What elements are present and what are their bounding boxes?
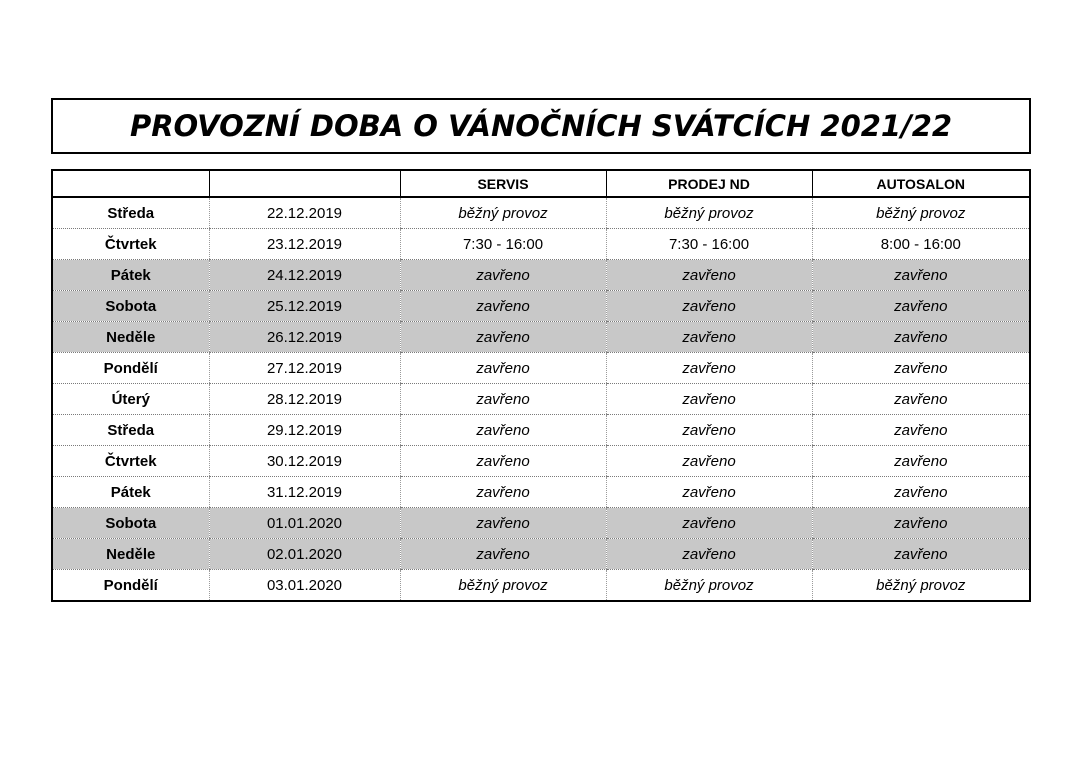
day-cell: Pondělí (103, 576, 158, 594)
autosalon-cell: zavřeno (812, 384, 1029, 415)
date-cell: 02.01.2020 (209, 539, 400, 570)
day-cell: Středa (53, 415, 209, 446)
date-cell: 30.12.2019 (209, 446, 400, 477)
prodej-cell: zavřeno (606, 353, 812, 384)
header-autosalon: AUTOSALON (812, 171, 1029, 197)
prodej-cell: zavřeno (606, 291, 812, 322)
servis-cell: zavřeno (400, 539, 606, 570)
table-row (53, 197, 1029, 229)
date-cell: 23.12.2019 (209, 229, 400, 260)
table-row (53, 291, 1029, 322)
day-cell: Středa (53, 197, 209, 229)
day-cell: Úterý (53, 384, 209, 415)
autosalon-cell: zavřeno (812, 508, 1029, 539)
autosalon-cell: běžný provoz (812, 570, 1029, 601)
date-cell: 31.12.2019 (209, 477, 400, 508)
autosalon-cell: zavřeno (812, 291, 1029, 322)
date-cell: 01.01.2020 (209, 508, 400, 539)
day-cell: Čtvrtek (53, 229, 209, 260)
page-title: PROVOZNÍ DOBA O VÁNOČNÍCH SVÁTCÍCH 2021/22 (129, 109, 953, 143)
table-row (53, 539, 1029, 570)
day-cell: Sobota (53, 291, 209, 322)
table-row (53, 322, 1029, 353)
servis-cell: zavřeno (400, 384, 606, 415)
table-row (53, 570, 1029, 601)
date-cell: 22.12.2019 (209, 197, 400, 229)
table-row (53, 415, 1029, 446)
servis-cell: zavřeno (400, 415, 606, 446)
prodej-cell: zavřeno (606, 260, 812, 291)
prodej-cell: zavřeno (606, 508, 812, 539)
header-day (53, 171, 209, 197)
servis-cell: zavřeno (400, 291, 606, 322)
autosalon-cell: zavřeno (812, 477, 1029, 508)
header-row (53, 171, 1029, 197)
prodej-cell: zavřeno (606, 539, 812, 570)
table-row (53, 260, 1029, 291)
day-cell: Pátek (53, 477, 209, 508)
autosalon-cell: zavřeno (812, 539, 1029, 570)
table-row (53, 384, 1029, 415)
prodej-cell: běžný provoz (606, 197, 812, 229)
servis-cell: zavřeno (400, 260, 606, 291)
schedule-body (53, 197, 1029, 600)
date-cell: 24.12.2019 (209, 260, 400, 291)
date-cell: 29.12.2019 (209, 415, 400, 446)
servis-cell: zavřeno (400, 446, 606, 477)
servis-cell: zavřeno (400, 322, 606, 353)
prodej-cell: zavřeno (606, 446, 812, 477)
prodej-cell: zavřeno (606, 415, 812, 446)
table-row (53, 446, 1029, 477)
prodej-cell: zavřeno (606, 384, 812, 415)
day-cell: Čtvrtek (53, 446, 209, 477)
table-row (53, 477, 1029, 508)
header-date (209, 171, 400, 197)
servis-cell: zavřeno (400, 477, 606, 508)
date-cell: 26.12.2019 (209, 322, 400, 353)
table-row (53, 508, 1029, 539)
day-cell: Neděle (53, 322, 209, 353)
header-prodej-nd: PRODEJ ND (606, 171, 812, 197)
prodej-cell: běžný provoz (606, 570, 812, 601)
autosalon-cell: zavřeno (812, 415, 1029, 446)
day-cell: Sobota (53, 508, 209, 539)
day-cell: Neděle (53, 539, 209, 570)
header-servis: SERVIS (400, 171, 606, 197)
autosalon-cell: zavřeno (812, 260, 1029, 291)
schedule-grid (53, 171, 1029, 600)
autosalon-cell: běžný provoz (812, 197, 1029, 229)
servis-cell: běžný provoz (400, 570, 606, 601)
table-row (53, 229, 1029, 260)
title-box (51, 98, 1031, 154)
day-cell: Pátek (53, 260, 209, 291)
prodej-cell: 7:30 - 16:00 (606, 229, 812, 260)
table-row (53, 353, 1029, 384)
servis-cell: zavřeno (400, 508, 606, 539)
holiday-schedule-table (51, 169, 1031, 602)
date-cell: 25.12.2019 (209, 291, 400, 322)
servis-cell: zavřeno (400, 353, 606, 384)
servis-cell: běžný provoz (400, 197, 606, 229)
autosalon-cell: zavřeno (812, 353, 1029, 384)
autosalon-cell: zavřeno (812, 446, 1029, 477)
day-cell: Pondělí (53, 353, 209, 384)
prodej-cell: zavřeno (606, 477, 812, 508)
date-cell: 03.01.2020 (209, 570, 400, 601)
date-cell: 28.12.2019 (209, 384, 400, 415)
servis-cell: 7:30 - 16:00 (400, 229, 606, 260)
autosalon-cell: 8:00 - 16:00 (812, 229, 1029, 260)
prodej-cell: zavřeno (606, 322, 812, 353)
autosalon-cell: zavřeno (812, 322, 1029, 353)
date-cell: 27.12.2019 (209, 353, 400, 384)
